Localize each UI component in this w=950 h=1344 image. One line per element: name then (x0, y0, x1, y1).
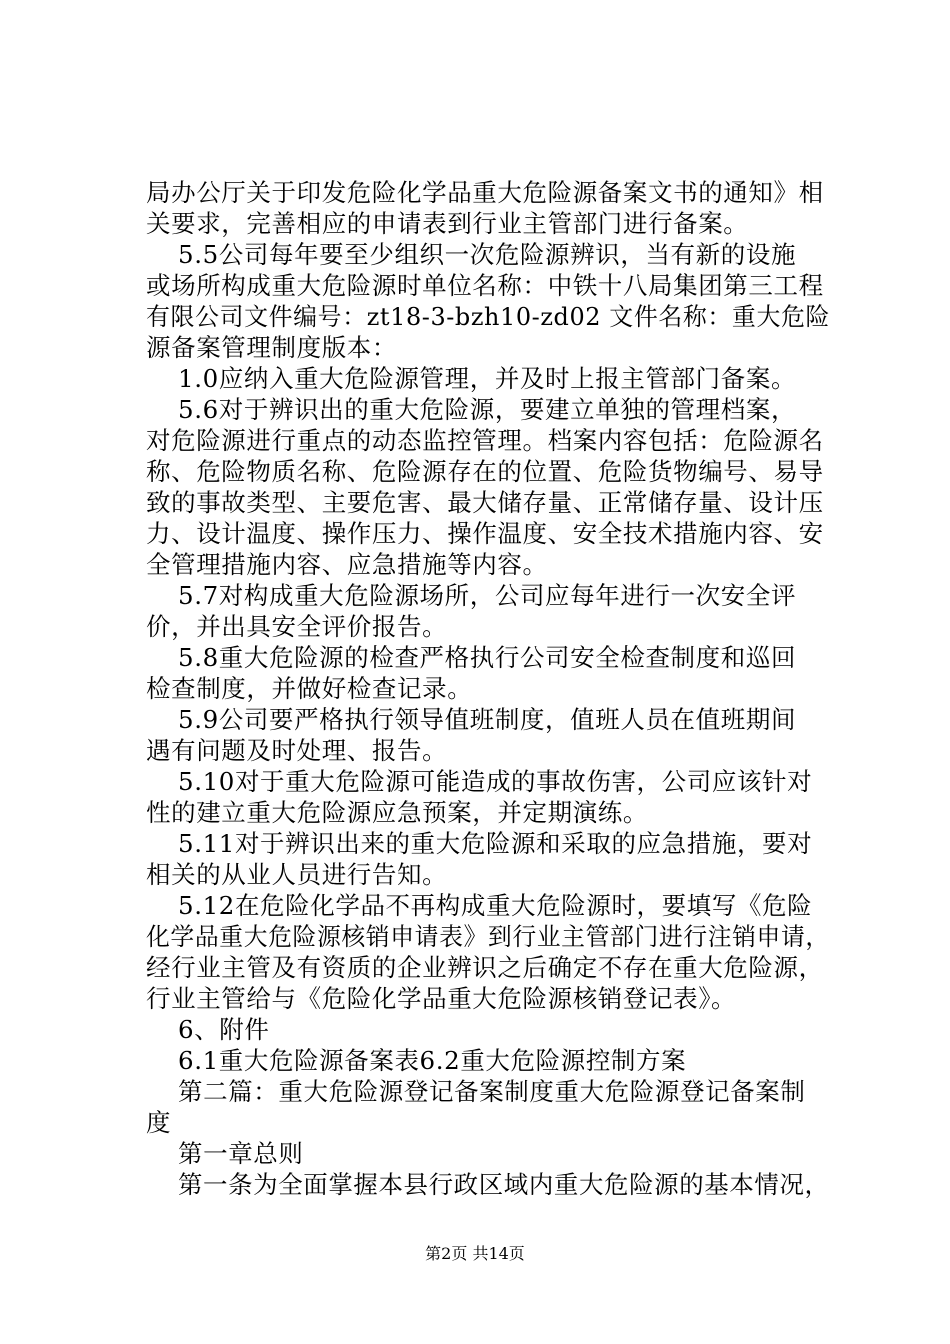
text-line: 关要求，完善相应的申请表到行业主管部门进行备案。 (146, 209, 749, 238)
chapter-title-continued: 度 (146, 1108, 172, 1137)
text-line: 局办公厅关于印发危险化学品重大危险源备案文书的通知》相 (146, 178, 824, 207)
page-number-footer: 第2页 共14页 (425, 1244, 525, 1263)
chapter-title: 第二篇：重大危险源登记备案制度重大危险源登记备案制 (178, 1077, 806, 1106)
text-line: 称、危险物质名称、危险源存在的位置、危险货物编号、易导 (146, 457, 824, 486)
text-line: 5.9公司要严格执行领导值班制度，值班人员在值班期间 (178, 705, 797, 734)
text-line: 6.1重大危险源备案表6.2重大危险源控制方案 (178, 1046, 687, 1075)
text-line: 遇有问题及时处理、报告。 (146, 736, 448, 765)
text-line: 1.0应纳入重大危险源管理，并及时上报主管部门备案。 (178, 364, 797, 393)
text-line: 源备案管理制度版本： (146, 333, 397, 362)
text-line: 化学品重大危险源核销申请表》到行业主管部门进行注销申请， (146, 922, 830, 951)
text-line: 检查制度，并做好检查记录。 (146, 674, 473, 703)
text-line: 有限公司文件编号：zt18-3-bzh10-zd02 文件名称：重大危险 (146, 302, 831, 331)
text-line: 力、设计温度、操作压力、操作温度、安全技术措施内容、安 (146, 519, 824, 548)
text-line: 5.11对于辨识出来的重大危险源和采取的应急措施，要对 (178, 829, 813, 858)
text-line: 行业主管给与《危险化学品重大危险源核销登记表》。 (146, 984, 737, 1013)
text-line: 全管理措施内容、应急措施等内容。 (146, 550, 548, 579)
text-line: 5.10对于重大危险源可能造成的事故伤害，公司应该针对 (178, 767, 813, 796)
text-line: 致的事故类型、主要危害、最大储存量、正常储存量、设计压 (146, 488, 824, 517)
text-line: 5.12在危险化学品不再构成重大危险源时，要填写《危险 (178, 891, 813, 920)
text-line: 相关的从业人员进行告知。 (146, 860, 448, 889)
text-line: 5.6对于辨识出的重大危险源，要建立单独的管理档案， (178, 395, 797, 424)
text-line: 价，并出具安全评价报告。 (146, 612, 448, 641)
text-line: 5.7对构成重大危险源场所，公司应每年进行一次安全评 (178, 581, 797, 610)
text-line: 5.8重大危险源的检查严格执行公司安全检查制度和巡回 (178, 643, 797, 672)
text-line: 经行业主管及有资质的企业辨识之后确定不存在重大危险源， (146, 953, 824, 982)
text-line: 5.5公司每年要至少组织一次危险源辨识，当有新的设施 (178, 240, 797, 269)
section-heading: 第一章总则 (178, 1139, 304, 1168)
text-line: 第一条为全面掌握本县行政区域内重大危险源的基本情况， (178, 1170, 830, 1199)
section-heading: 6、附件 (178, 1015, 270, 1044)
text-line: 性的建立重大危险源应急预案，并定期演练。 (146, 798, 648, 827)
text-line: 对危险源进行重点的动态监控管理。档案内容包括：危险源名 (146, 426, 824, 455)
text-line: 或场所构成重大危险源时单位名称：中铁十八局集团第三工程 (146, 271, 824, 300)
